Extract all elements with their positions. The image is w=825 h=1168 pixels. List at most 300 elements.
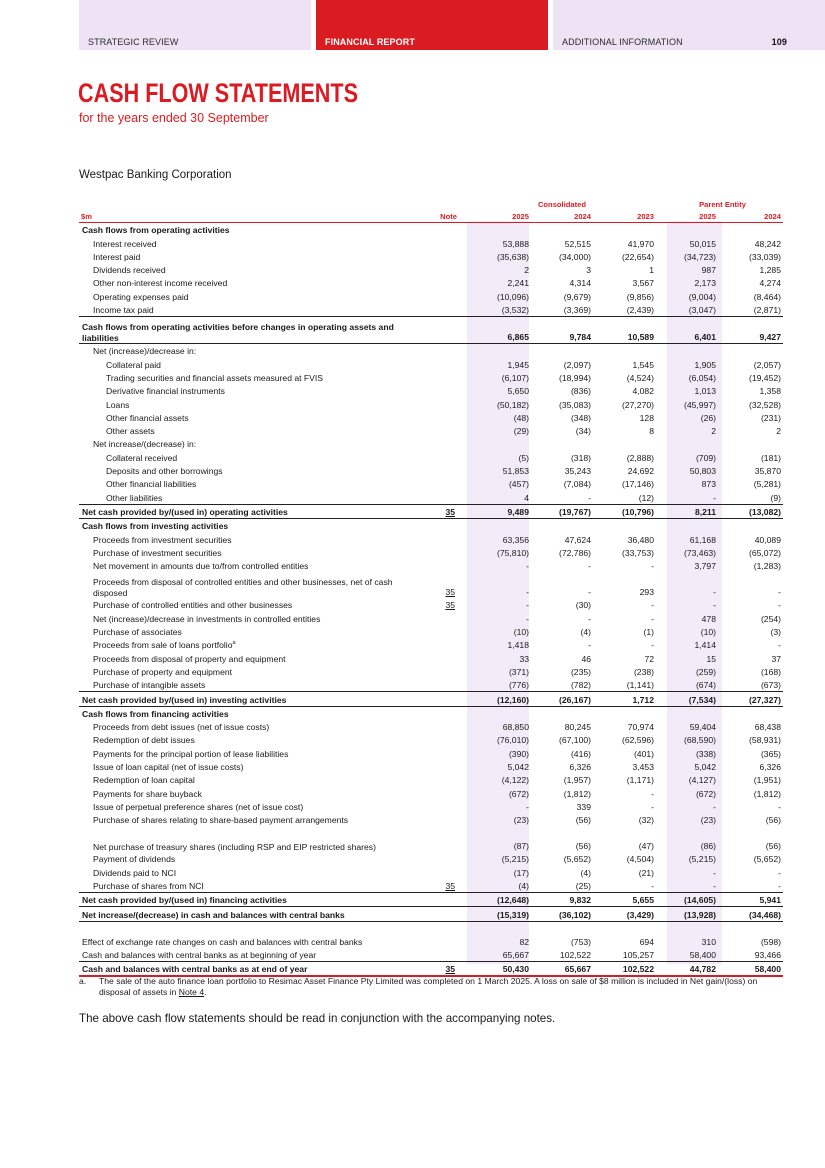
value-consolidated-2024: - [588, 492, 591, 503]
value-parent-2025: - [713, 881, 716, 892]
note-reference [425, 371, 467, 384]
value-parent-2025 [656, 437, 718, 450]
row-label-text: Purchase of shares relating to share-based payment arrangements [93, 815, 349, 826]
header-note: Note [425, 210, 467, 223]
value-parent-2024: (5,652) [753, 854, 781, 865]
value-consolidated-2023: (2,439) [626, 305, 654, 316]
note-reference [425, 773, 467, 786]
value-consolidated-2023 [593, 344, 656, 358]
value-consolidated-2023: 128 [639, 412, 654, 423]
value-consolidated-2025: 2 [524, 265, 529, 276]
value-parent-2024: - [778, 867, 781, 878]
value-consolidated-2024 [531, 223, 593, 237]
note-reference[interactable]: 35 [445, 600, 455, 611]
value-consolidated-2024: (9,679) [563, 291, 591, 302]
row-label-text: Issue of loan capital (net of issue costs) [93, 761, 244, 772]
value-consolidated-2023: (9,856) [626, 291, 654, 302]
value-parent-2025: 5,042 [694, 761, 716, 772]
note-reference [425, 678, 467, 692]
row-label-text: Net cash provided by/(used in) financing activities [82, 895, 287, 906]
value-consolidated-2023: - [651, 788, 654, 799]
table-row [79, 532, 783, 545]
note-reference [425, 532, 467, 545]
row-label [79, 546, 425, 559]
value-consolidated-2025: (48) [513, 412, 529, 423]
note-reference[interactable]: 35 [445, 587, 455, 598]
entity-name: Westpac Banking Corporation [79, 169, 232, 181]
value-consolidated-2025 [467, 518, 531, 532]
value-consolidated-2023: (27,270) [621, 399, 654, 410]
note-reference [425, 948, 467, 962]
note-reference [425, 424, 467, 437]
value-consolidated-2024: (19,767) [531, 504, 593, 518]
value-consolidated-2024: (56) [575, 815, 591, 826]
row-label-text: Cash and balances with central banks as at beginning of year [82, 949, 317, 960]
value-consolidated-2025: (87) [513, 841, 529, 852]
row-label [79, 948, 425, 962]
value-consolidated-2025: 51,853 [502, 466, 529, 477]
note-reference[interactable]: 35 [425, 504, 467, 518]
value-parent-2025: 478 [701, 613, 716, 624]
value-parent-2024: 9,427 [718, 317, 783, 344]
value-consolidated-2024: 6,326 [569, 761, 591, 772]
row-label [79, 961, 425, 976]
value-consolidated-2023: (21) [638, 867, 654, 878]
note-reference [425, 289, 467, 302]
value-consolidated-2023: 10,589 [593, 317, 656, 344]
value-consolidated-2023: 102,522 [593, 961, 656, 976]
value-parent-2025: (13,928) [656, 907, 718, 921]
value-parent-2024: (5,281) [753, 479, 781, 490]
total-row [79, 317, 783, 344]
value-consolidated-2023: (4,504) [626, 854, 654, 865]
table-row [79, 760, 783, 773]
value-consolidated-2025 [467, 437, 531, 450]
row-label-text: Cash flows from financing activities [82, 708, 229, 719]
note-reference [425, 384, 467, 397]
row-label-text: Derivative financial instruments [106, 386, 225, 397]
row-label [79, 490, 425, 504]
value-consolidated-2023: 105,257 [622, 949, 654, 960]
value-consolidated-2023: (1,141) [626, 680, 654, 691]
value-parent-2025: 3,797 [694, 561, 716, 572]
value-parent-2024: (34,468) [718, 907, 783, 921]
value-consolidated-2023: (33,753) [621, 547, 654, 558]
value-parent-2025: 1,905 [694, 359, 716, 370]
value-parent-2025: 50,015 [689, 238, 716, 249]
value-consolidated-2024: 35,243 [564, 466, 591, 477]
table-row [79, 813, 783, 826]
header-consolidated-2025: 2025 [467, 210, 531, 223]
table-row [79, 800, 783, 813]
table-row [79, 397, 783, 410]
value-parent-2025: (86) [700, 841, 716, 852]
value-parent-2024: (673) [760, 680, 781, 691]
note-reference [425, 437, 467, 450]
header-consolidated-2024: 2024 [531, 210, 593, 223]
row-label [79, 907, 425, 921]
note-reference [425, 250, 467, 263]
value-consolidated-2023: (62,596) [621, 735, 654, 746]
value-parent-2025: (45,997) [683, 399, 716, 410]
value-consolidated-2023: 36,480 [627, 534, 654, 545]
value-consolidated-2024: (782) [570, 680, 591, 691]
value-consolidated-2025: (17) [513, 867, 529, 878]
value-consolidated-2025 [467, 706, 531, 720]
value-parent-2025: - [713, 492, 716, 503]
value-consolidated-2024: (4) [580, 867, 591, 878]
row-label [79, 786, 425, 799]
header-consolidated-2023: 2023 [593, 210, 656, 223]
value-consolidated-2024: 52,515 [564, 238, 591, 249]
value-consolidated-2024: 102,522 [559, 949, 591, 960]
header-parent-2024: 2024 [718, 210, 783, 223]
row-label-text: Issue of perpetual preference shares (net of issue cost) [93, 801, 304, 812]
row-label-text: Cash and balances with central banks as at end of year [82, 964, 308, 975]
footnote-letter: a. [79, 976, 87, 986]
value-parent-2024: 37 [771, 653, 781, 664]
value-parent-2025: (68,590) [683, 735, 716, 746]
value-parent-2024: (1,951) [753, 775, 781, 786]
note-reference [425, 317, 467, 344]
row-label-text: Net (increase)/decrease in: [93, 346, 197, 357]
value-parent-2025 [656, 223, 718, 237]
row-label [79, 692, 425, 706]
footnote-text-wrap [99, 976, 785, 998]
cash-flow-table [79, 198, 783, 977]
value-consolidated-2024: (34,000) [558, 251, 591, 262]
row-label [79, 384, 425, 397]
value-consolidated-2025: 63,356 [502, 534, 529, 545]
value-consolidated-2024: (26,167) [531, 692, 593, 706]
table-row [79, 477, 783, 490]
note-reference [425, 813, 467, 826]
footnote-text: The sale of the auto finance loan portfolio to Resimac Asset Finance Pty Limited was completed on 1 March 2025. A loss on sale of $8 million is included in Net gain/(loss) on disposal of assets in [99, 976, 758, 997]
row-label-text: Deposits and other borrowings [106, 466, 223, 477]
header-row [79, 210, 783, 223]
table-row [79, 733, 783, 746]
value-consolidated-2023 [593, 518, 656, 532]
value-consolidated-2025: (4,122) [501, 775, 529, 786]
value-parent-2025: 1,013 [694, 386, 716, 397]
note-reference [425, 397, 467, 410]
value-consolidated-2024: (18,994) [558, 372, 591, 383]
note-reference [425, 490, 467, 504]
value-parent-2025 [656, 518, 718, 532]
footnote-marker: a [232, 640, 236, 647]
value-parent-2024: (33,039) [748, 251, 781, 262]
table-row [79, 865, 783, 878]
row-label [79, 236, 425, 249]
row-label [79, 665, 425, 678]
value-parent-2024: (9) [770, 492, 781, 503]
row-label-text: Dividends received [93, 265, 166, 276]
value-consolidated-2024: (3,369) [563, 305, 591, 316]
value-consolidated-2025: (371) [508, 666, 529, 677]
row-label [79, 572, 425, 598]
row-label-text: Purchase of associates [93, 627, 182, 638]
row-label [79, 733, 425, 746]
table-row [79, 371, 783, 384]
row-label-text: Payments for the principal portion of lease liabilities [93, 748, 289, 759]
total-row [79, 961, 783, 976]
value-parent-2025: 58,400 [689, 949, 716, 960]
row-label-text: Cash flows from investing activities [82, 521, 229, 532]
value-consolidated-2025: (76,010) [496, 735, 529, 746]
note-reference [425, 464, 467, 477]
row-label [79, 893, 425, 907]
value-consolidated-2025: (457) [508, 479, 529, 490]
value-consolidated-2025: 68,850 [502, 722, 529, 733]
value-parent-2025: (7,534) [656, 692, 718, 706]
table-row [79, 625, 783, 638]
note-reference [425, 303, 467, 317]
value-consolidated-2024 [531, 437, 593, 450]
row-label-text: Dividends paid to NCI [93, 867, 177, 878]
value-parent-2025: - [713, 801, 716, 812]
value-parent-2025 [656, 706, 718, 720]
value-consolidated-2025: 9,489 [467, 504, 531, 518]
value-parent-2025: (709) [695, 452, 716, 463]
table-row [79, 437, 783, 450]
footnote-note-link[interactable]: Note 4 [178, 987, 205, 997]
section-header-row [79, 706, 783, 720]
row-label [79, 611, 425, 624]
value-consolidated-2023: (1,171) [626, 775, 654, 786]
note-reference [425, 357, 467, 370]
value-consolidated-2023: 3,453 [632, 761, 654, 772]
note-reference [425, 907, 467, 921]
header-parent-2025: 2025 [656, 210, 718, 223]
row-label-text: Cash flows from operating activities [82, 225, 230, 236]
value-parent-2024: 1,285 [759, 265, 781, 276]
value-parent-2024: 35,870 [754, 466, 781, 477]
value-consolidated-2023: 72 [644, 653, 654, 664]
value-parent-2024: - [778, 640, 781, 651]
value-consolidated-2024 [531, 706, 593, 720]
table-row [79, 384, 783, 397]
nav-strategic-review[interactable] [79, 0, 311, 50]
table-row [79, 559, 783, 572]
row-label [79, 760, 425, 773]
value-parent-2024: 48,242 [754, 238, 781, 249]
value-parent-2024: - [778, 587, 781, 598]
row-label-text: Net movement in amounts due to/from controlled entities [93, 561, 309, 572]
row-label-text: Purchase of controlled entities and other businesses [93, 600, 293, 611]
value-consolidated-2025: 6,865 [467, 317, 531, 344]
value-parent-2024: 2 [776, 426, 781, 437]
group-parent-entity: Parent Entity [699, 200, 746, 209]
value-parent-2024: (1,283) [753, 561, 781, 572]
row-label-text: Purchase of investment securities [93, 547, 222, 558]
nav-financial-report[interactable] [316, 0, 548, 50]
note-reference [425, 826, 467, 852]
value-parent-2024: (13,082) [718, 504, 783, 518]
value-consolidated-2024: 80,245 [564, 722, 591, 733]
value-parent-2024 [718, 344, 783, 358]
row-label-text: Proceeds from disposal of property and equipment [93, 653, 286, 664]
value-consolidated-2025: 4 [524, 492, 529, 503]
value-consolidated-2023: (32) [638, 815, 654, 826]
table-row [79, 773, 783, 786]
value-consolidated-2025: (4) [518, 881, 529, 892]
value-consolidated-2024: (1,957) [563, 775, 591, 786]
value-parent-2025: (259) [695, 666, 716, 677]
row-label-text: Net increase/(decrease) in cash and balances with central banks [82, 909, 345, 920]
value-parent-2024: 93,466 [754, 949, 781, 960]
row-label [79, 289, 425, 302]
table-row [79, 651, 783, 664]
value-consolidated-2024: (72,786) [558, 547, 591, 558]
table-row [79, 948, 783, 962]
value-consolidated-2025: (776) [508, 680, 529, 691]
column-group-row [79, 198, 783, 210]
table-row [79, 826, 783, 852]
value-consolidated-2023: - [651, 600, 654, 611]
note-reference [425, 921, 467, 948]
row-label [79, 800, 425, 813]
value-consolidated-2024: (5,652) [563, 854, 591, 865]
note-reference [425, 800, 467, 813]
value-parent-2025: (9,004) [688, 291, 716, 302]
table-row [79, 921, 783, 948]
row-label [79, 263, 425, 276]
value-consolidated-2024: (36,102) [531, 907, 593, 921]
value-consolidated-2023: 41,970 [627, 238, 654, 249]
table-row [79, 720, 783, 733]
value-parent-2025: (3,047) [688, 305, 716, 316]
value-parent-2025: 44,782 [656, 961, 718, 976]
value-consolidated-2025: (6,107) [501, 372, 529, 383]
value-parent-2024: (32,528) [748, 399, 781, 410]
row-label-text: Trading securities and financial assets measured at FVIS [106, 372, 324, 383]
value-consolidated-2024: - [588, 587, 591, 598]
row-label-text: Payments for share buyback [93, 788, 202, 799]
row-label [79, 720, 425, 733]
value-parent-2025: 310 [701, 936, 716, 947]
value-consolidated-2023: (17,146) [621, 479, 654, 490]
value-consolidated-2023: 293 [639, 587, 654, 598]
row-label [79, 651, 425, 664]
value-consolidated-2024: (2,097) [563, 359, 591, 370]
note-reference[interactable]: 35 [445, 881, 455, 892]
value-consolidated-2025: 5,042 [507, 761, 529, 772]
note-reference [425, 720, 467, 733]
value-parent-2025: 2,173 [694, 278, 716, 289]
value-consolidated-2024: - [588, 640, 591, 651]
nav-additional-information[interactable] [553, 0, 825, 50]
row-label [79, 852, 425, 865]
row-label [79, 464, 425, 477]
value-consolidated-2025: (50,182) [496, 399, 529, 410]
row-label [79, 450, 425, 463]
value-consolidated-2025: (10) [513, 627, 529, 638]
value-parent-2024: 40,089 [754, 534, 781, 545]
row-label-text: Collateral received [106, 452, 178, 463]
value-consolidated-2025: 5,650 [507, 386, 529, 397]
value-parent-2025: (4,127) [688, 775, 716, 786]
row-label-text: Redemption of debt issues [93, 735, 195, 746]
row-label [79, 317, 425, 344]
value-consolidated-2024: 3 [586, 265, 591, 276]
value-parent-2024: (598) [760, 936, 781, 947]
note-reference[interactable]: 35 [425, 961, 467, 976]
value-consolidated-2024: 47,624 [564, 534, 591, 545]
row-label [79, 813, 425, 826]
table-row [79, 598, 783, 611]
value-consolidated-2024: (318) [570, 452, 591, 463]
value-parent-2024: (8,464) [753, 291, 781, 302]
footnote [79, 976, 785, 998]
value-consolidated-2025: 65,667 [502, 949, 529, 960]
note-reference [425, 706, 467, 720]
note-reference [425, 625, 467, 638]
row-label-text: Net (increase)/decrease in investments in controlled entities [93, 613, 321, 624]
table-row [79, 786, 783, 799]
value-parent-2025: - [713, 867, 716, 878]
value-parent-2025: 6,401 [656, 317, 718, 344]
row-label-text: Proceeds from debt issues (net of issue costs) [93, 722, 270, 733]
value-consolidated-2025: 2,241 [507, 278, 529, 289]
value-consolidated-2023: - [651, 613, 654, 624]
value-parent-2024: (65,072) [748, 547, 781, 558]
value-parent-2024: (2,057) [753, 359, 781, 370]
value-consolidated-2025: 53,888 [502, 238, 529, 249]
row-label-text: Purchase of property and equipment [93, 666, 233, 677]
note-reference [425, 263, 467, 276]
nav-strategic-label: STRATEGIC REVIEW [88, 37, 179, 47]
value-consolidated-2025: (12,160) [467, 692, 531, 706]
value-parent-2024: 68,438 [754, 722, 781, 733]
value-consolidated-2024: 339 [576, 801, 591, 812]
value-consolidated-2023: (12) [638, 492, 654, 503]
value-consolidated-2023: 5,655 [593, 893, 656, 907]
note-reference [425, 651, 467, 664]
value-consolidated-2025: (75,810) [496, 547, 529, 558]
value-consolidated-2024: - [588, 613, 591, 624]
value-parent-2024: 1,358 [759, 386, 781, 397]
value-consolidated-2023: 24,692 [627, 466, 654, 477]
row-label [79, 504, 425, 518]
row-label [79, 397, 425, 410]
value-parent-2025: (73,463) [683, 547, 716, 558]
value-parent-2024: 5,941 [718, 893, 783, 907]
value-parent-2024: - [778, 881, 781, 892]
value-consolidated-2023: (238) [633, 666, 654, 677]
table-row [79, 263, 783, 276]
row-label [79, 559, 425, 572]
value-consolidated-2025 [467, 344, 531, 358]
value-consolidated-2023: (47) [638, 841, 654, 852]
value-parent-2024: (2,871) [753, 305, 781, 316]
row-label [79, 437, 425, 450]
value-consolidated-2025: (10,096) [496, 291, 529, 302]
value-consolidated-2023: 1 [649, 265, 654, 276]
value-parent-2025: 50,803 [689, 466, 716, 477]
value-consolidated-2025: (5) [518, 452, 529, 463]
value-consolidated-2025: (15,319) [467, 907, 531, 921]
row-label [79, 532, 425, 545]
value-consolidated-2024: (7,084) [563, 479, 591, 490]
value-consolidated-2023: 1,545 [632, 359, 654, 370]
table-row [79, 611, 783, 624]
table-row [79, 250, 783, 263]
value-parent-2024 [718, 706, 783, 720]
note-reference [425, 223, 467, 237]
value-parent-2024: (168) [760, 666, 781, 677]
table-row [79, 852, 783, 865]
value-parent-2025: (14,605) [656, 893, 718, 907]
